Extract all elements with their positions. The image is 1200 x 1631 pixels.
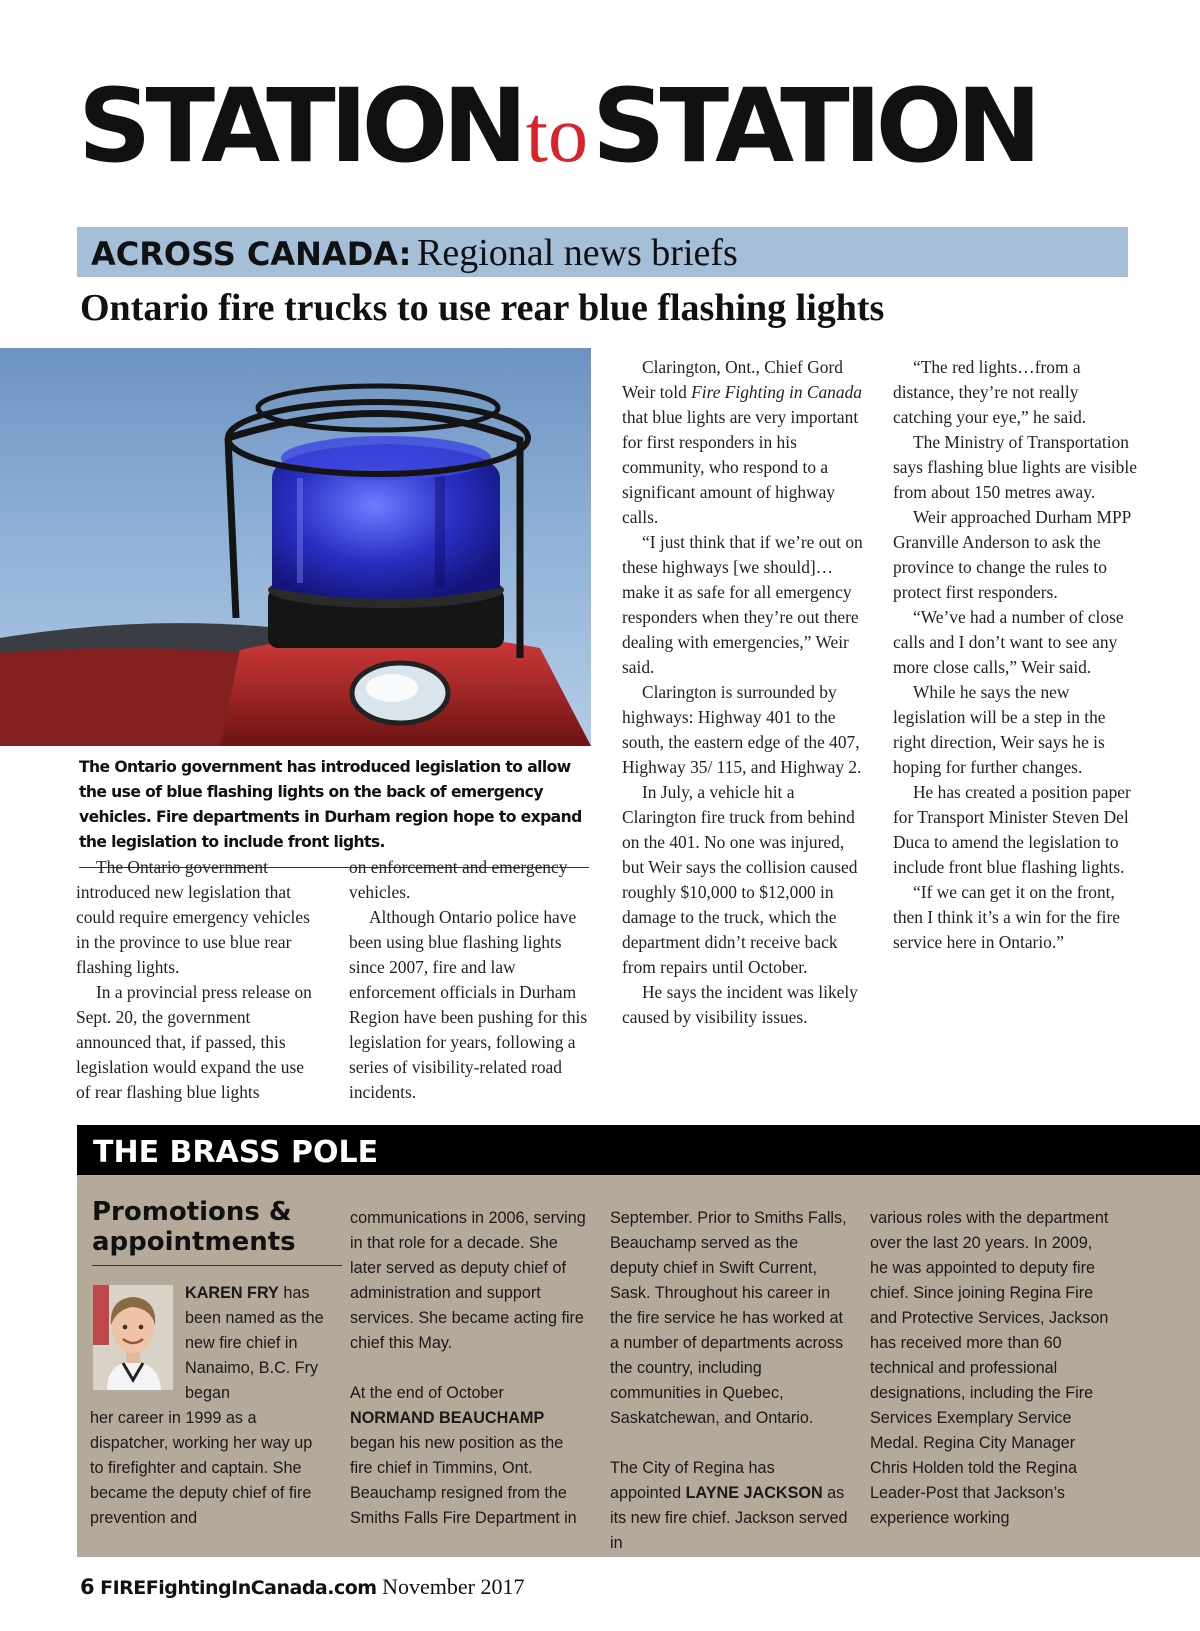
subhead-line: Promotions & <box>92 1197 292 1227</box>
article-headline: Ontario fire trucks to use rear blue flashing lights <box>80 287 885 329</box>
brass-column-4 <box>870 1206 1110 1531</box>
article-paragraph: Although Ontario police have been using blue flashing lights since 2007, fire and law enforcement officials in Durham Region have been pushing for this legislation for years, following a series of visibility-related road incidents. <box>349 907 588 1102</box>
paragraph-text: as its new fire chief. Jackson served in <box>610 1484 848 1552</box>
paragraph-text: has been named as the new fire chief in Nanaimo, B.C. Fry began <box>185 1284 324 1402</box>
appointee-name: KAREN FRY <box>185 1284 279 1302</box>
article-paragraph: “I just think that if we’re out on these highways [we should]… make it as safe for all emergency responders when they’re out there dealing with emergencies,” Weir said. <box>622 532 863 677</box>
brass-column-1-bottom <box>90 1406 330 1531</box>
brass-column-1-top <box>185 1281 325 1406</box>
article-paragraph: “The red lights…from a distance, they’re not really catching your eye,” he said. <box>893 357 1087 427</box>
paragraph-text: began his new position as the fire chief in Timmins, Ont. Beauchamp resigned from the Smiths Falls Fire Department in <box>350 1434 577 1527</box>
masthead-station-2: STATION <box>591 67 1036 186</box>
appointee-name: NORMAND BEAUCHAMP <box>350 1409 545 1427</box>
article-paragraph: “We’ve had a number of close calls and I don’t want to see any more close calls,” Weir said. <box>893 607 1124 677</box>
article-paragraph: He has created a position paper for Transport Minister Steven Del Duca to amend the legislation to include front blue flashing lights. <box>893 782 1131 877</box>
banner-subtitle: Regional news briefs <box>417 232 738 274</box>
publication-name: Fire Fighting in Canada <box>691 382 862 402</box>
brass-pole-section <box>77 1125 1200 1557</box>
brass-pole-header <box>77 1125 1200 1175</box>
article-paragraph: Clarington is surrounded by highways: Highway 401 to the south, the eastern edge of the 407, Highway 35/ 115, and Highway 2. <box>622 682 862 777</box>
article-paragraph: In a provincial press release on Sept. 20, the government announced that, if passed, this legislation would expand the use of rear flashing blue lights <box>76 982 312 1102</box>
brass-paragraph: September. Prior to Smiths Falls, Beauchamp served as the deputy chief in Swift Current, Sask. Throughout his career in the fire service he has worked at a number of departments across the country, including communities in Quebec, Saskatchewan, and Ontario. <box>610 1209 847 1427</box>
brass-paragraph <box>350 1381 590 1531</box>
article-column-4 <box>893 355 1138 955</box>
article-paragraph <box>622 355 867 530</box>
brass-paragraph: her career in 1999 as a dispatcher, working her way up to firefighter and captain. She became the deputy chief of fire prevention and <box>90 1409 313 1527</box>
section-banner <box>77 227 1128 277</box>
article-paragraph: Weir approached Durham MPP Granville Anderson to ask the province to change the rules to protect first responders. <box>893 507 1131 602</box>
page-footer <box>80 1574 524 1600</box>
blue-beacon-photo <box>0 348 591 746</box>
paragraph-text: The City of Regina has appointed <box>610 1459 775 1502</box>
article-column-3 <box>622 355 867 1030</box>
photo-caption: The Ontario government has introduced legislation to allow the use of blue flashing lights on the back of emergency vehicles. Fire departments in Durham region hope to expand the legislation to include front lights. <box>79 755 589 868</box>
article-paragraph: “If we can get it on the front, then I think it’s a win for the fire service here in Ontario.” <box>893 882 1120 952</box>
page-number: 6 <box>80 1575 95 1599</box>
brass-pole-title: THE BRASS POLE <box>93 1135 379 1170</box>
brass-paragraph <box>610 1456 850 1556</box>
masthead-title <box>78 67 1036 186</box>
brass-column-3 <box>610 1206 850 1556</box>
article-paragraph: on enforcement and emergency vehicles. <box>349 857 568 902</box>
karen-fry-portrait <box>93 1285 173 1390</box>
article-paragraph: In July, a vehicle hit a Clarington fire truck from behind on the 401. No one was injured, but Weir says the collision caused roughly $10,000 to $12,000 in damage to the truck, which the department didn’t receive back from repairs until October. <box>622 782 858 977</box>
brass-column-2 <box>350 1206 590 1531</box>
banner-bold: ACROSS CANADA: <box>91 235 412 273</box>
paragraph-text: that blue lights are very important for first responders in his community, who respond to a significant amount of highway calls. <box>622 407 859 527</box>
paragraph-text: At the end of October <box>350 1384 504 1402</box>
article-column-1 <box>76 855 321 1105</box>
subhead-line: appointments <box>92 1227 296 1257</box>
brass-paragraph: various roles with the department over the last 20 years. In 2009, he was appointed to deputy fire chief. Since joining Regina Fire and Protective Services, Jackson has received more than 60 technical and professional designations, including the Fire Services Exemplary Service Medal. Regina City Manager Chris Holden told the Regina Leader-Post that Jackson’s experience working <box>870 1209 1109 1527</box>
promotions-subhead <box>92 1197 342 1266</box>
brass-paragraph <box>185 1281 325 1406</box>
footer-site-link[interactable]: FIREFightingInCanada.com <box>100 1577 377 1599</box>
masthead-station-1: STATION <box>78 67 522 186</box>
issue-date: November 2017 <box>382 1574 525 1599</box>
article-column-2 <box>349 855 594 1105</box>
masthead-to: to <box>525 91 588 179</box>
article-paragraph: The Ministry of Transportation says flashing blue lights are visible from about 150 metres away. <box>893 432 1137 502</box>
brass-paragraph: communications in 2006, serving in that role for a decade. She later served as deputy chief of administration and support services. She became acting fire chief this May. <box>350 1209 586 1352</box>
article-paragraph: He says the incident was likely caused by visibility issues. <box>622 982 858 1027</box>
article-paragraph: The Ontario government introduced new legislation that could require emergency vehicles in the province to use blue rear flashing lights. <box>76 857 310 977</box>
paragraph-text: Clarington, Ont., Chief Gord Weir told <box>622 357 843 402</box>
appointee-name: LAYNE JACKSON <box>685 1484 823 1502</box>
article-paragraph: While he says the new legislation will be a step in the right direction, Weir says he is hoping for further changes. <box>893 682 1106 777</box>
